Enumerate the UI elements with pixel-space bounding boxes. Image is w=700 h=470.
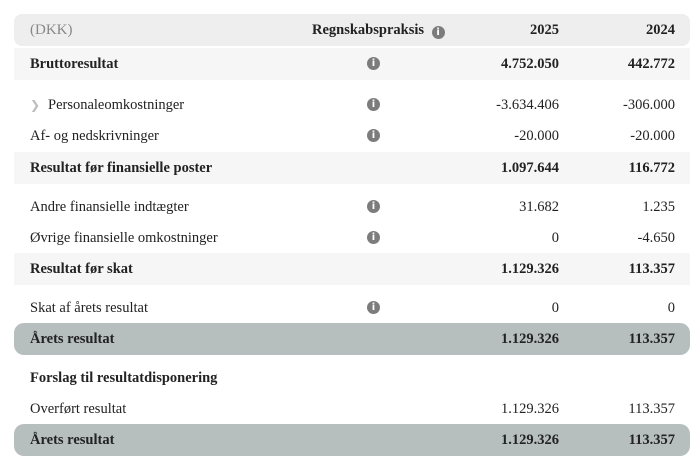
row-label: Overført resultat	[30, 401, 127, 417]
value-2024: -4.650	[637, 230, 675, 246]
value-2025: 1.129.326	[501, 331, 559, 347]
row-label: Andre finansielle indtægter	[30, 199, 189, 215]
accounting-practice-label: Regnskabspraksis	[312, 22, 425, 38]
value-2024: 116.772	[628, 160, 675, 176]
row-label: Resultat før finansielle poster	[30, 160, 213, 176]
value-2024: 113.357	[628, 331, 675, 347]
value-2025: 31.682	[519, 199, 559, 215]
table-row-financial-income	[14, 191, 690, 223]
value-2024: 113.357	[628, 261, 675, 277]
chevron-right-icon[interactable]: ❯	[30, 98, 41, 112]
section-title: Forslag til resultatdisponering	[30, 370, 218, 386]
table-row-gross-profit	[14, 48, 690, 80]
year-2025-header: 2025	[530, 22, 559, 38]
value-2025: 1.129.326	[501, 261, 559, 277]
table-row-disposition-total	[14, 424, 690, 456]
table-row-pretax-result	[14, 253, 690, 285]
table-row-retained-earnings	[14, 393, 690, 425]
value-2025: 4.752.050	[501, 56, 559, 72]
table-row-depreciation	[14, 120, 690, 152]
year-2024-header: 2024	[646, 22, 675, 38]
row-label: Årets resultat	[30, 432, 115, 448]
row-label: Øvrige finansielle omkostninger	[30, 230, 218, 246]
section-heading-disposition	[14, 362, 690, 394]
value-2024: 0	[667, 300, 675, 316]
info-icon[interactable]: i	[367, 231, 380, 244]
table-row-operating-result	[14, 152, 690, 184]
accounting-practice-header[interactable]	[312, 14, 441, 46]
row-label: Personaleomkostninger	[48, 97, 185, 113]
value-2024: -306.000	[623, 97, 675, 113]
info-icon[interactable]: i	[367, 57, 380, 70]
info-icon[interactable]: i	[367, 129, 380, 142]
value-2025: 0	[551, 230, 559, 246]
currency-label: (DKK)	[30, 22, 73, 38]
row-label: Resultat før skat	[30, 261, 133, 277]
row-label: Af- og nedskrivninger	[30, 128, 159, 144]
table-row-tax	[14, 292, 690, 324]
info-icon[interactable]: i	[367, 98, 380, 111]
value-2024: 113.357	[628, 432, 675, 448]
value-2025: 0	[551, 300, 559, 316]
table-row-financial-costs	[14, 222, 690, 254]
info-icon[interactable]: i	[432, 26, 445, 39]
row-label: Skat af årets resultat	[30, 300, 148, 316]
table-row-net-result	[14, 323, 690, 355]
row-label: Årets resultat	[30, 331, 115, 347]
info-icon[interactable]: i	[367, 200, 380, 213]
value-2025: 1.097.644	[501, 160, 559, 176]
value-2025: -3.634.406	[496, 97, 559, 113]
info-icon[interactable]: i	[367, 301, 380, 314]
value-2025: -20.000	[514, 128, 559, 144]
value-2024: 113.357	[628, 401, 675, 417]
value-2025: 1.129.326	[501, 401, 559, 417]
value-2024: -20.000	[630, 128, 675, 144]
table-header	[14, 14, 690, 46]
value-2024: 442.772	[627, 56, 675, 72]
value-2025: 1.129.326	[501, 432, 559, 448]
value-2024: 1.235	[642, 199, 675, 215]
row-label: Bruttoresultat	[30, 56, 119, 72]
table-row-staff-costs[interactable]	[14, 89, 690, 121]
